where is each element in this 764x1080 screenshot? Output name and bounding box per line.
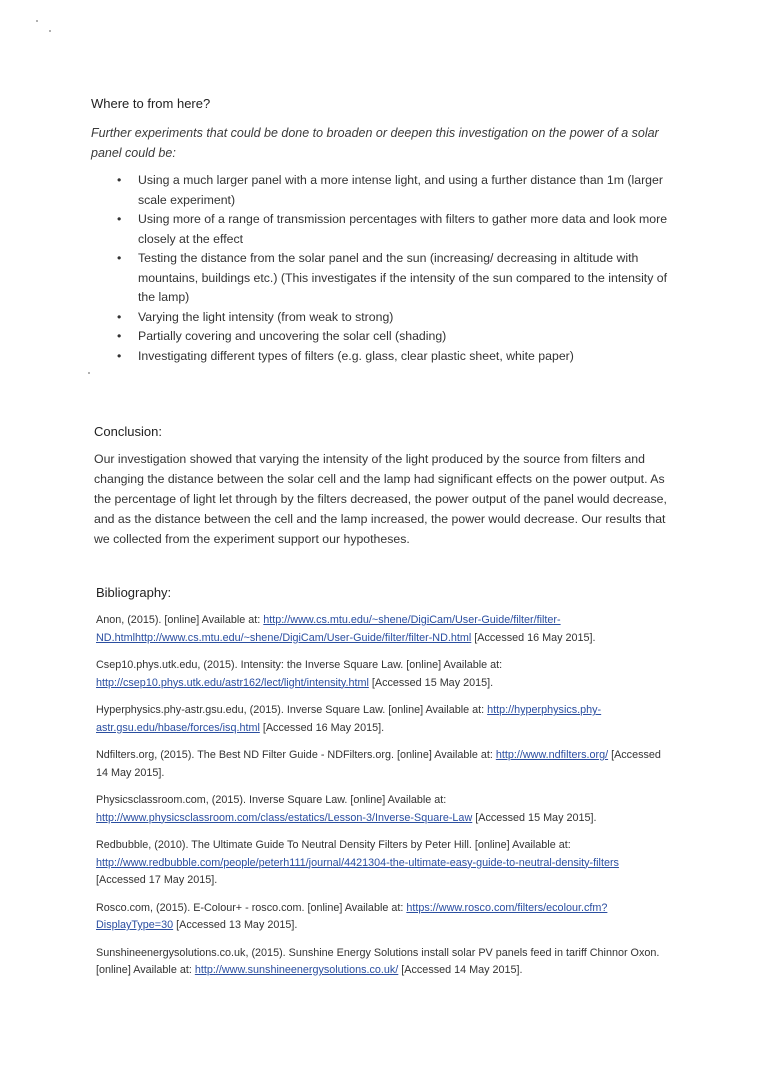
bullet-icon: •	[117, 173, 122, 187]
reference-entry: Rosco.com, (2015). E-Colour+ - rosco.com. [online] Available at: https://www.rosco.com/filters/ecolour.cfm?DisplayType=30 [Accessed 13 May 2015].	[96, 901, 608, 931]
reference-link[interactable]: http://www.cs.mtu.edu/~shene/DigiCam/User-Guide/filter/filter-ND.htmlhttp://www.cs.mtu.edu/~shene/DigiCam/User-Guide/filter/filter-ND.html	[96, 614, 561, 644]
reference-entry: Redbubble, (2010). The Ultimate Guide To Neutral Density Filters by Peter Hill. [online] Available at: http://www.redbubble.com/people/peterh111/journal/4421304-the-ultimate-easy-guide-to-neutral-density-filters [Accessed 17 May 2015].	[96, 839, 619, 886]
reference-link[interactable]: http://www.physicsclassroom.com/class/estatics/Lesson-3/Inverse-Square-Law	[96, 811, 473, 824]
reference-list	[96, 612, 666, 980]
list-item: • Using more of a range of transmission percentages with filters to gather more data and look more closely at the effect	[117, 212, 668, 246]
future-work-section	[91, 96, 671, 366]
list-item: • Varying the light intensity (from weak to strong)	[91, 308, 671, 328]
bullet-icon: •	[117, 329, 122, 343]
scan-speck	[88, 372, 90, 374]
reference-entry: Ndfilters.org, (2015). The Best ND Filter Guide - NDFilters.org. [online] Available at: http://www.ndfilters.org/ [Accessed 14 May 2015].	[96, 749, 661, 779]
reference-entry: Sunshineenergysolutions.co.uk, (2015). Sunshine Energy Solutions install solar PV panels feed in tariff Chinnor Oxon. [online] Available at: http://www.sunshineenergysolutions.co.uk/ [Accessed 14 May 2015].	[96, 946, 660, 976]
future-work-list	[91, 171, 671, 366]
reference-link[interactable]: https://www.rosco.com/filters/ecolour.cfm?DisplayType=30	[96, 901, 608, 931]
reference-link[interactable]: http://csep10.phys.utk.edu/astr162/lect/light/intensity.html	[96, 676, 369, 689]
scan-speck	[36, 20, 38, 22]
conclusion-text: Our investigation showed that varying the intensity of the light produced by the source from filters and changing the distance between the solar cell and the lamp had significant effects on the power output. As the percentage of light let through by the filters decreased, the power output of the panel would decrease, and as the distance between the cell and the lamp increased, the power would decrease. Our results that we collected from the experiment support our hypotheses.	[94, 452, 667, 546]
list-item: • Partially covering and uncovering the solar cell (shading)	[91, 327, 671, 347]
reference-link[interactable]: http://www.sunshineenergysolutions.co.uk/	[194, 964, 399, 976]
reference-link[interactable]: http://hyperphysics.phy-astr.gsu.edu/hbase/forces/isq.html	[96, 704, 602, 734]
conclusion-section	[94, 424, 669, 549]
reference-entry: Csep10.phys.utk.edu, (2015). Intensity: the Inverse Square Law. [online] Available at: http://csep10.phys.utk.edu/astr162/lect/light/intensity.html [Accessed 15 May 2015].	[96, 659, 503, 689]
bibliography-heading: Bibliography:	[96, 585, 172, 600]
list-item: • Investigating different types of filters (e.g. glass, clear plastic sheet, white paper)	[91, 347, 671, 367]
bullet-icon: •	[117, 309, 122, 324]
scan-speck	[49, 30, 51, 32]
list-item: • Testing the distance from the solar panel and the sun (increasing/ decreasing in altitude with mountains, buildings etc.) (This investigates if the intensity of the sun compared to the intensity of the lamp)	[117, 251, 668, 304]
reference-link[interactable]: http://www.redbubble.com/people/peterh111/journal/4421304-the-ultimate-easy-guide-to-neutral-density-filters	[96, 856, 619, 869]
future-work-heading: Where to from here?	[91, 96, 211, 111]
future-work-intro: Further experiments that could be done to broaden or deepen this investigation on the power of a solar panel could be:	[91, 126, 659, 160]
bullet-icon: •	[117, 348, 122, 363]
list-item: • Using a much larger panel with a more intense light, and using a further distance than 1m (larger scale experiment)	[117, 173, 663, 207]
bibliography-section	[96, 585, 666, 990]
reference-entry: Hyperphysics.phy-astr.gsu.edu, (2015). Inverse Square Law. [online] Available at: http://hyperphysics.phy-astr.gsu.edu/hbase/forces/isq.html [Accessed 16 May 2015].	[96, 704, 602, 734]
reference-link[interactable]: http://www.ndfilters.org/	[495, 749, 609, 761]
bullet-icon: •	[117, 251, 122, 265]
bullet-icon: •	[117, 212, 122, 226]
conclusion-heading: Conclusion:	[94, 424, 162, 439]
reference-entry: Anon, (2015). [online] Available at: http://www.cs.mtu.edu/~shene/DigiCam/User-Guide/filter/filter-ND.htmlhttp://www.cs.mtu.edu/~shene/DigiCam/User-Guide/filter/filter-ND.html [Accessed 16 May 2015].	[96, 614, 596, 644]
reference-entry: Physicsclassroom.com, (2015). Inverse Square Law. [online] Available at: http://www.physicsclassroom.com/class/estatics/Lesson-3/Inverse-Square-Law [Accessed 15 May 2015].	[96, 794, 597, 824]
